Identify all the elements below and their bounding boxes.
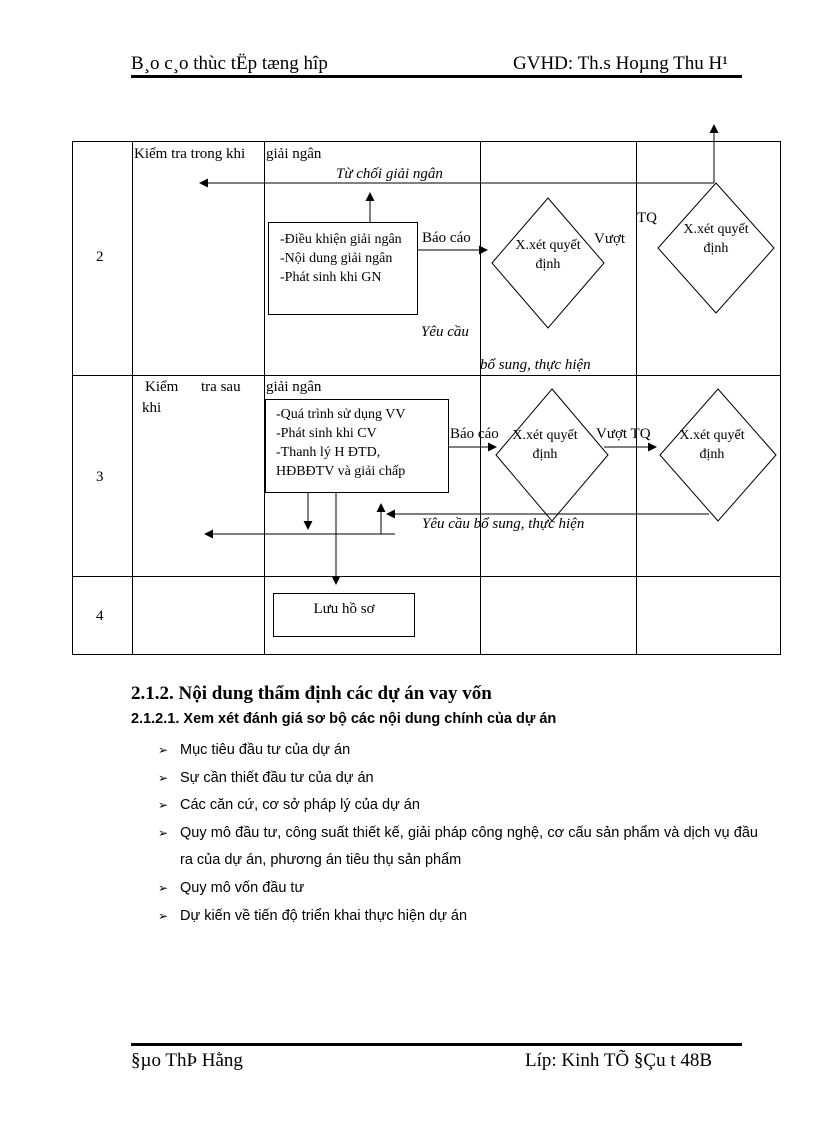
box-line: -Nội dung giải ngân <box>280 251 393 266</box>
box-line: -Quá trình sử dụng VV <box>276 407 406 422</box>
row-stage-continued: giải ngân <box>266 146 322 162</box>
header-left: B¸o c¸o thùc tËp tæng hîp <box>131 53 328 74</box>
box-line: HĐBĐTV và giải chấp <box>276 464 406 479</box>
subsection-heading: 2.1.2.1. Xem xét đánh giá sơ bộ các nội dung chính của dự án <box>131 711 557 727</box>
arrow-bullet-icon: ➢ <box>158 743 169 757</box>
archive-records-box <box>273 593 415 637</box>
review-decision-label: X.xét quyết định <box>512 428 578 462</box>
list-item: ➢ Quy mô đầu tư, công suất thiết kế, giải pháp công nghệ, cơ cấu sản phẩm và dịch vụ đầu ra của dự án, phương án tiêu thụ sản phẩm <box>158 820 758 875</box>
review-decision-label: X.xét quyết định <box>679 428 745 462</box>
review-decision-label: X.xét quyết định <box>515 238 581 272</box>
review-decision-label: X.xét quyết định <box>683 222 749 256</box>
box-line: -Phát sinh khi CV <box>276 426 377 441</box>
supplement-label: bổ sung, thực hiện <box>480 357 591 373</box>
header-right: GVHD: Th.s Hoµng Thu H¹ <box>513 53 728 74</box>
row-number: 3 <box>96 469 104 485</box>
post-disbursement-box <box>265 399 449 493</box>
report-label: Báo cáo <box>422 230 471 246</box>
footer-left: §µo ThÞ Hằng <box>131 1050 243 1071</box>
row-stage-continued: giải ngân <box>266 379 322 395</box>
request-label: Yêu cầu <box>421 324 469 340</box>
row-number: 2 <box>96 249 104 265</box>
list-item: ➢ Dự kiến về tiến độ triển khai thực hiện dự án <box>158 903 758 931</box>
list-item: ➢ Quy mô vốn đầu tư <box>158 875 758 903</box>
authority-label: TQ <box>637 210 657 226</box>
exceed-label: Vượt <box>594 231 626 247</box>
request-supplement-label: Yêu cầu bổ sung, thực hiện <box>422 516 585 532</box>
disbursement-control-box <box>268 222 418 315</box>
exceed-authority-label: Vượt TQ <box>596 426 651 442</box>
row-stage-label: khi <box>142 400 162 416</box>
box-line: -Phát sinh khi GN <box>280 270 382 285</box>
list-item: ➢ Sự cần thiết đầu tư của dự án <box>158 765 758 793</box>
archive-records-label: Lưu hồ sơ <box>313 601 375 617</box>
footer-right: Líp: Kinh TÕ §Çu t 48B <box>525 1050 713 1071</box>
arrow-bullet-icon: ➢ <box>158 825 169 840</box>
row-number: 4 <box>96 608 104 624</box>
row-stage-label: Kiểm <box>145 379 179 395</box>
section-heading: 2.1.2. Nội dung thẩm định các dự án vay vốn <box>131 683 492 704</box>
row-stage-label: Kiểm tra trong khi <box>134 146 246 162</box>
arrow-bullet-icon: ➢ <box>158 880 169 895</box>
bullet-list <box>158 737 758 930</box>
footer-rule <box>131 1043 742 1046</box>
list-item: ➢ Mục tiêu đầu tư của dự án <box>158 737 758 765</box>
report-label: Báo cáo <box>450 426 499 442</box>
reject-disbursement-label: Từ chối giải ngân <box>336 166 443 182</box>
arrow-bullet-icon: ➢ <box>158 770 169 785</box>
list-item: ➢ Các căn cứ, cơ sở pháp lý của dự án <box>158 792 758 820</box>
arrow-bullet-icon: ➢ <box>158 798 169 813</box>
arrow-bullet-icon: ➢ <box>158 908 169 923</box>
row-stage-label: tra sau <box>201 379 241 395</box>
box-line: -Thanh lý H ĐTD, <box>276 445 381 460</box>
box-line: -Điều khiện giải ngân <box>280 232 402 247</box>
